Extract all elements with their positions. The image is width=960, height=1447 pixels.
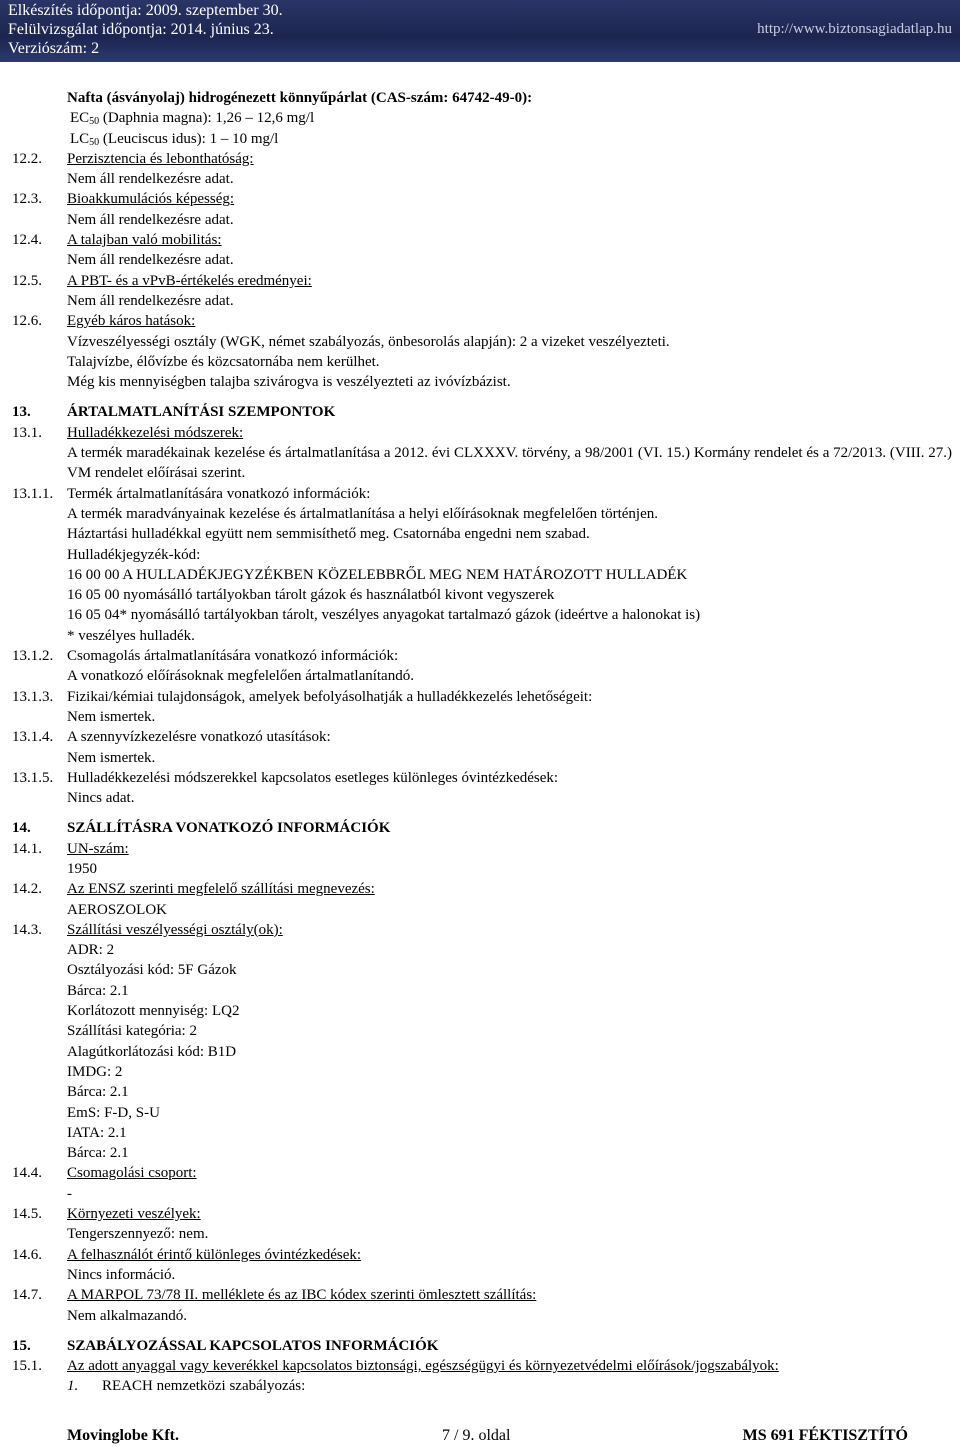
- item-value: Nem áll rendelkezésre adat.: [67, 171, 234, 188]
- item-number: 12.2.: [12, 150, 42, 167]
- item-12-3-value-row: [0, 210, 960, 230]
- item-title: Környezeti veszélyek:: [67, 1206, 201, 1223]
- list-number: 1.: [67, 1378, 79, 1395]
- item-title: Csomagolás ártalmatlanítására vonatkozó információk:: [67, 648, 399, 665]
- text-line: A termék maradványainak kezelése és ártalmatlanítása a helyi előírásoknak megfelelően történjen.: [67, 505, 658, 522]
- item-title: Bioakkumulációs képesség:: [67, 191, 235, 208]
- section-13-heading: [0, 402, 960, 422]
- text-line: -: [67, 1185, 72, 1202]
- document-body: [0, 88, 960, 1397]
- item-value: Nem áll rendelkezésre adat.: [67, 292, 234, 309]
- text-line: Nincs információ.: [67, 1266, 176, 1283]
- text-line: Osztályozási kód: 5F Gázok: [67, 962, 237, 979]
- item-number: 13.1.5.: [12, 769, 54, 786]
- item-12-4-row: [0, 230, 960, 250]
- text-line: ADR: 2: [67, 942, 115, 959]
- lc50-value: $LC_{50}$ (Leuciscus idus): 1 – 10 mg/l: [70, 130, 279, 148]
- item-title: UN-szám:: [67, 840, 129, 857]
- item-14-3-row: [0, 920, 960, 940]
- item-title: Csomagolási csoport:: [67, 1165, 197, 1182]
- item-12-6-row: [0, 311, 960, 331]
- page-header: [0, 0, 960, 62]
- text-line: Korlátozott mennyiség: LQ2: [67, 1003, 240, 1020]
- section-title: ÁRTALMATLANÍTÁSI SZEMPONTOK: [67, 404, 336, 421]
- item-text: A termék maradékainak kezelése és ártalmatlanítása a 2012. évi CLXXXV. törvény, a 98/2001 (VI. 15.) Kormány rendelet és a 72/2013. (VIII. 27.) VM rendelet előírásai szerint.: [67, 445, 952, 482]
- item-12-2-row: [0, 149, 960, 169]
- text-line: Vízveszélyességi osztály (WGK, német szabályozás, önbesorolás alapján): 2 a vizeket veszélyezteti.: [67, 333, 670, 350]
- item-12-4-value-row: [0, 250, 960, 270]
- item-title: A PBT- és a vPvB-értékelés eredményei:: [67, 272, 312, 289]
- item-14-2-row: [0, 879, 960, 899]
- text-line: * veszélyes hulladék.: [67, 627, 195, 644]
- item-number: 12.5.: [12, 272, 42, 289]
- text-line: AEROSZOLOK: [67, 901, 167, 918]
- section-title: SZÁLLÍTÁSRA VONATKOZÓ INFORMÁCIÓK: [67, 820, 391, 837]
- item-title: Hulladékkezelési módszerekkel kapcsolatos esetleges különleges óvintézkedések:: [67, 769, 559, 786]
- text-line: 16 05 00 nyomásálló tartályokban tárolt gázok és használatból kivont vegyszerek: [67, 587, 555, 604]
- text-line: Nem alkalmazandó.: [67, 1307, 187, 1324]
- item-number: 13.1.4.: [12, 729, 54, 746]
- item-12-5-value-row: [0, 291, 960, 311]
- item-13-1-row: [0, 423, 960, 443]
- text-line: Nem ismertek.: [67, 749, 156, 766]
- item-number: 12.3.: [12, 191, 42, 208]
- item-title: Termék ártalmatlanítására vonatkozó információk:: [67, 485, 371, 502]
- text-line: Bárca: 2.1: [67, 982, 129, 999]
- revision-date: Felülvizsgálat időpontja: 2014. június 23.: [8, 21, 274, 38]
- item-title: A talajban való mobilitás:: [67, 232, 222, 249]
- text-line: IATA: 2.1: [67, 1124, 127, 1141]
- item-number: 14.2.: [12, 881, 42, 898]
- text-line: Szállítási kategória: 2: [67, 1023, 197, 1040]
- item-title: Fizikai/kémiai tulajdonságok, amelyek befolyásolhatják a hulladékkezelés lehetőségeit:: [67, 688, 593, 705]
- text-line: EmS: F-D, S-U: [67, 1104, 160, 1121]
- item-number: 13.1.1.: [12, 485, 54, 502]
- item-title: A szennyvízkezelésre vonatkozó utasítások:: [67, 729, 331, 746]
- item-number: 14.6.: [12, 1246, 42, 1263]
- item-number: 15.1.: [12, 1358, 42, 1375]
- item-13-1-3-row: [0, 687, 960, 707]
- website-link[interactable]: http://www.biztonsagiadatlap.hu: [757, 21, 952, 37]
- lc50-row: [0, 129, 960, 149]
- item-13-1-5-row: [0, 768, 960, 788]
- item-title: A MARPOL 73/78 II. melléklete és az IBC kódex szerinti ömlesztett szállítás:: [67, 1287, 537, 1304]
- item-number: 14.1.: [12, 840, 42, 857]
- text-line: Tengerszennyező: nem.: [67, 1226, 209, 1243]
- text-line: Hulladékjegyzék-kód:: [67, 546, 201, 563]
- version-number: Verziószám: 2: [8, 40, 100, 57]
- item-title: Az ENSZ szerinti megfelelő szállítási megnevezés:: [67, 881, 375, 898]
- text-line: 16 05 04* nyomásálló tartályokban tárolt, veszélyes anyagokat tartalmazó gázok (ideértve a halonokat is): [67, 607, 701, 624]
- ec50-value: $EC_{50}$ (Daphnia magna): 1,26 – 12,6 mg/l: [70, 110, 315, 128]
- section-number: 14.: [12, 820, 31, 837]
- item-13-1-1-row: [0, 484, 960, 504]
- item-title: A felhasználót érintő különleges óvintézkedések:: [67, 1246, 362, 1263]
- nafta-heading-row: [0, 88, 960, 108]
- text-line: Nem ismertek.: [67, 708, 156, 725]
- section-number: 15.: [12, 1337, 31, 1354]
- item-number: 14.4.: [12, 1165, 42, 1182]
- text-line: A vonatkozó előírásoknak megfelelően ártalmatlanítandó.: [67, 668, 414, 685]
- section-title: SZABÁLYOZÁSSAL KAPCSOLATOS INFORMÁCIÓK: [67, 1337, 439, 1354]
- item-13-1-text-row: [0, 443, 960, 484]
- nafta-title: Nafta (ásványolaj) hidrogénezett könnyűpárlat (CAS-szám: 64742-49-0):: [67, 90, 533, 106]
- text-line: Háztartási hulladékkal együtt nem semmisíthető meg. Csatornába engedni nem szabad.: [67, 526, 590, 543]
- text-line: Bárca: 2.1: [67, 1145, 129, 1162]
- item-number: 14.5.: [12, 1206, 42, 1223]
- product-name: MS 691 FÉKTISZTÍTÓ: [742, 1427, 908, 1444]
- item-title: Az adott anyaggal vagy keverékkel kapcsolatos biztonsági, egészségügyi és környezetvédelmi előírások/jogszabályok:: [67, 1358, 779, 1375]
- page-number: 7 / 9. oldal: [442, 1427, 511, 1444]
- section-number: 13.: [12, 404, 31, 421]
- company-name: Movinglobe Kft.: [67, 1427, 179, 1444]
- item-13-1-4-row: [0, 727, 960, 747]
- item-number: 13.1.: [12, 424, 42, 441]
- item-12-5-row: [0, 271, 960, 291]
- item-14-6-row: [0, 1245, 960, 1265]
- item-number: 13.1.2.: [12, 648, 54, 665]
- item-15-1-row: [0, 1356, 960, 1376]
- item-title: Szállítási veszélyességi osztály(ok):: [67, 921, 283, 938]
- item-title: Hulladékkezelési módszerek:: [67, 424, 244, 441]
- prepared-date: Elkészítés időpontja: 2009. szeptember 30.: [8, 2, 283, 19]
- text-line: Nincs adat.: [67, 790, 135, 807]
- item-14-1-row: [0, 839, 960, 859]
- item-value: Nem áll rendelkezésre adat.: [67, 211, 234, 228]
- page-footer: [0, 1427, 960, 1447]
- item-14-4-row: [0, 1163, 960, 1183]
- item-number: 14.3.: [12, 921, 42, 938]
- item-14-5-row: [0, 1204, 960, 1224]
- item-14-7-row: [0, 1285, 960, 1305]
- list-item: [0, 1376, 960, 1396]
- item-13-1-2-row: [0, 646, 960, 666]
- text-line: Alagútkorlátozási kód: B1D: [67, 1043, 237, 1060]
- item-number: 14.7.: [12, 1287, 42, 1304]
- text-line: 1950: [67, 860, 97, 877]
- item-12-2-value-row: [0, 169, 960, 189]
- item-number: 12.4.: [12, 232, 42, 249]
- ec50-row: [0, 108, 960, 128]
- item-value: Nem áll rendelkezésre adat.: [67, 252, 234, 269]
- section-14-heading: [0, 818, 960, 838]
- list-text: REACH nemzetközi szabályozás:: [102, 1378, 306, 1395]
- text-line: Még kis mennyiségben talajba szivárogva is veszélyezteti az ivóvízbázist.: [67, 374, 511, 391]
- item-title: Egyéb káros hatások:: [67, 313, 196, 330]
- text-line: 16 00 00 A HULLADÉKJEGYZÉKBEN KÖZELEBBRŐL MEG NEM HATÁROZOTT HULLADÉK: [67, 566, 688, 583]
- section-15-heading: [0, 1336, 960, 1356]
- text-line: Talajvízbe, élővízbe és közcsatornába nem kerülhet.: [67, 353, 380, 370]
- item-number: 13.1.3.: [12, 688, 54, 705]
- item-12-3-row: [0, 189, 960, 209]
- item-number: 12.6.: [12, 313, 42, 330]
- text-line: Bárca: 2.1: [67, 1084, 129, 1101]
- item-title: Perzisztencia és lebonthatóság:: [67, 150, 254, 167]
- text-line: IMDG: 2: [67, 1063, 123, 1080]
